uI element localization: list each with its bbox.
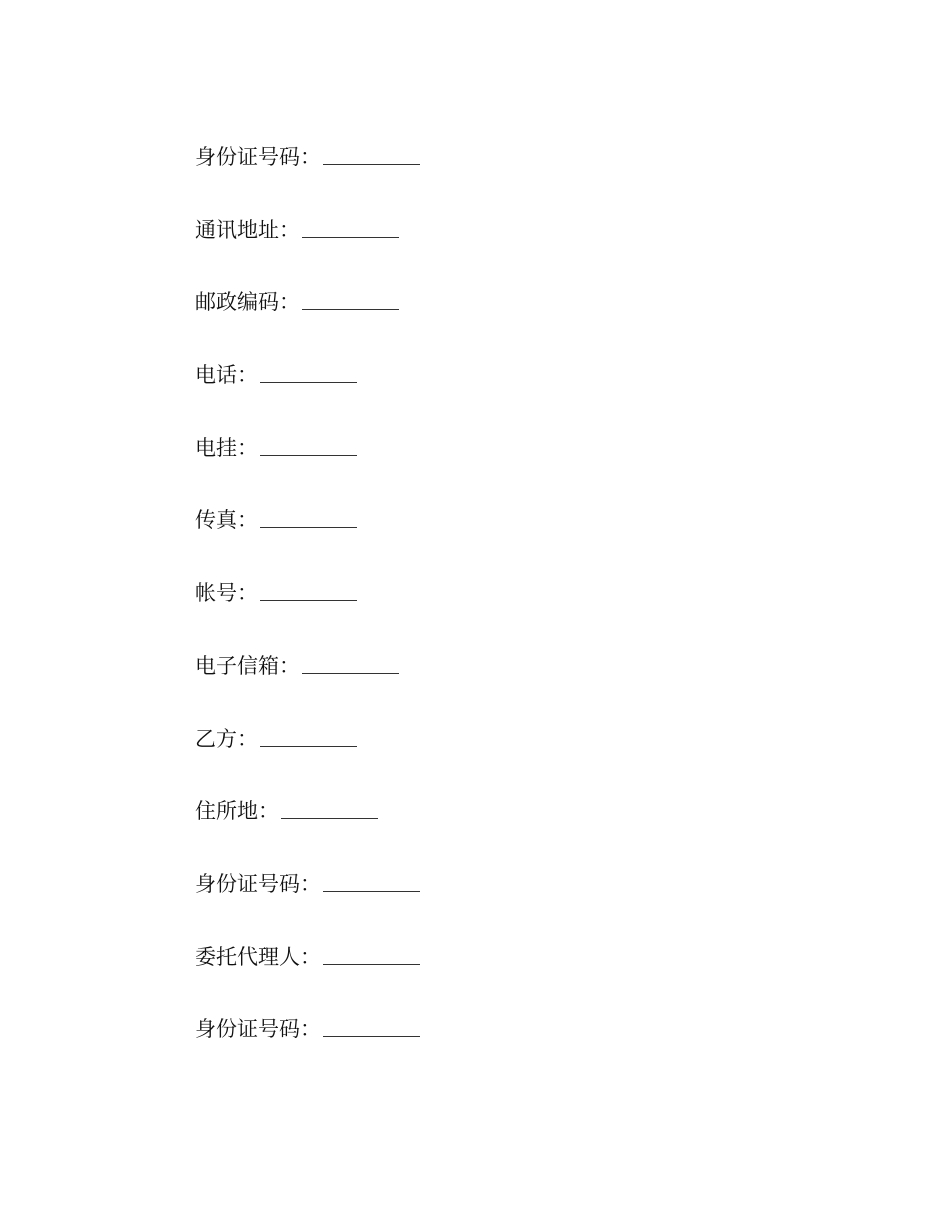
field-colon: ： (279, 653, 300, 678)
field-colon: ： (300, 145, 321, 169)
fill-in-blank (323, 1014, 420, 1037)
fill-in-blank (260, 360, 357, 383)
field-authorized-agent (195, 942, 420, 1015)
fill-in-blank (323, 942, 420, 965)
field-label: 帐号 (195, 581, 237, 606)
field-colon: ： (237, 435, 258, 460)
field-label: 电话 (195, 363, 237, 388)
fill-in-blank (260, 433, 357, 456)
field-colon: ： (300, 871, 321, 896)
field-label: 身份证号码 (195, 145, 300, 169)
field-account-number (195, 578, 420, 651)
fill-in-blank (323, 869, 420, 892)
fill-in-blank (260, 724, 357, 747)
field-email (195, 651, 420, 724)
fill-in-blank (260, 578, 357, 601)
fill-in-blank (323, 142, 420, 165)
field-fax (195, 505, 420, 578)
field-phone (195, 360, 420, 433)
field-label: 电子信箱 (195, 653, 279, 678)
field-agent-id-number (195, 1014, 420, 1087)
field-colon: ： (237, 726, 258, 751)
field-colon: ： (237, 363, 258, 388)
field-postal-code (195, 287, 420, 360)
field-colon: ： (279, 290, 300, 315)
field-domicile (195, 796, 420, 869)
field-colon: ： (300, 1017, 321, 1042)
field-party-b (195, 724, 420, 797)
field-colon: ： (258, 799, 279, 824)
field-label: 电挂 (195, 435, 237, 460)
field-label: 委托代理人 (195, 944, 300, 969)
field-colon: ： (237, 508, 258, 533)
fill-in-blank (281, 796, 378, 819)
field-id-number-party-b (195, 869, 420, 942)
contract-field-list (195, 142, 420, 1087)
fill-in-blank (302, 651, 399, 674)
fill-in-blank (302, 287, 399, 310)
fill-in-blank (260, 505, 357, 528)
field-colon: ： (279, 217, 300, 242)
field-label: 邮政编码 (195, 290, 279, 315)
field-id-number (195, 142, 420, 215)
field-colon: ： (237, 581, 258, 606)
field-label: 身份证号码 (195, 871, 300, 896)
field-label: 身份证号码 (195, 1017, 300, 1042)
field-label: 通讯地址 (195, 217, 279, 242)
field-mailing-address (195, 215, 420, 288)
field-colon: ： (300, 944, 321, 969)
field-label: 住所地 (195, 799, 258, 824)
field-label: 乙方 (195, 726, 237, 751)
field-telegraph (195, 433, 420, 506)
fill-in-blank (302, 215, 399, 238)
field-label: 传真 (195, 508, 237, 533)
